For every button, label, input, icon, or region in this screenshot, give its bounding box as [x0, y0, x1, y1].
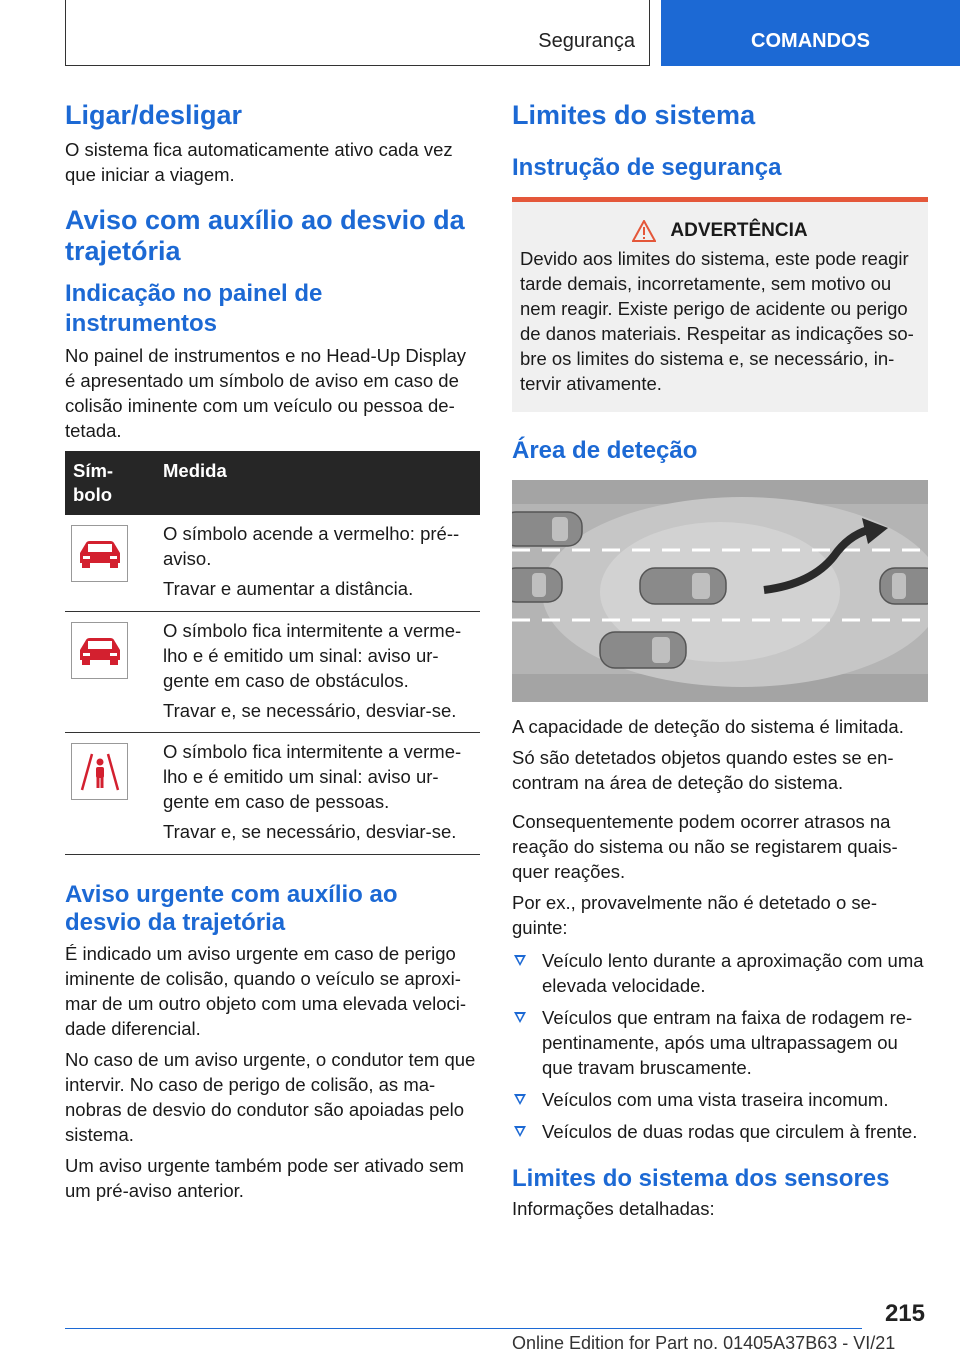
- pedestrian-warning-icon: [71, 743, 128, 800]
- heading-on-off: Ligar/desligar: [65, 100, 243, 130]
- detection-area-illustration: [512, 480, 928, 702]
- paragraph-area-1: A capacidade de deteção do sistema é limitada.: [512, 716, 904, 737]
- paragraph-area-2: Só são detetados objetos quando estes se en-contram na área de deteção do sistema.: [512, 747, 894, 793]
- paragraph-urgent-2: No caso de um aviso urgente, o condutor tem que intervir. No caso de perigo de colisão, as ma-nobras de desvio do condutor são apoiadas pelo sistema.: [65, 1049, 476, 1145]
- heading-evasion-warning: Aviso com auxílio ao desvio da trajetória: [65, 205, 465, 266]
- table-row: [65, 515, 480, 612]
- undetected-list: [512, 948, 928, 1144]
- header-section-title: Segurança: [538, 30, 635, 52]
- row-1-line-1: O símbolo acende a vermelho: pré--aviso.: [163, 523, 460, 569]
- bullet-triangle-icon: [514, 1012, 526, 1023]
- bullet-triangle-icon: [514, 955, 526, 966]
- row-1-line-2: Travar e aumentar a distância.: [163, 578, 414, 599]
- page-number: 215: [884, 1300, 925, 1327]
- paragraph-urgent-1: É indicado um aviso urgente em caso de perigo iminente de colisão, quando o veículo se aproxi-mar de um outro objeto com uma elevada veloci-dade diferencial.: [65, 943, 467, 1039]
- footer-divider: [65, 1328, 862, 1329]
- left-column: [65, 100, 480, 1209]
- right-column: [512, 100, 928, 1227]
- table-row: [65, 612, 480, 733]
- heading-system-limits: Limites do sistema: [512, 100, 756, 130]
- footer-edition: Online Edition for Part no. 01405A37B63 - VI/21: [512, 1333, 896, 1353]
- heading-safety-instruction: Instrução de segurança: [512, 154, 782, 181]
- paragraph-on-off: O sistema fica automaticamente ativo cada vez que iniciar a viagem.: [65, 139, 453, 185]
- bullet-triangle-icon: [514, 1094, 526, 1105]
- car-warning-icon: [71, 622, 128, 679]
- heading-sensor-limits: Limites do sistema dos sensores: [512, 1165, 890, 1192]
- paragraph-sensors: Informações detalhadas:: [512, 1198, 715, 1219]
- warning-box: [512, 197, 928, 412]
- list-item: Veículos que entram na faixa de rodagem re-pentinamente, após uma ultrapassagem ou que travam bruscamente.: [512, 1005, 928, 1080]
- header-tab-label: COMANDOS: [751, 30, 870, 52]
- row-2-line-1: O símbolo fica intermitente a verme-lho e é emitido um sinal: aviso ur-gente em caso de obstáculos.: [163, 620, 462, 691]
- paragraph-indication: No painel de instrumentos e no Head-Up Display é apresentado um símbolo de aviso em caso de colisão iminente com um veículo ou pessoa de-tetada.: [65, 345, 467, 441]
- paragraph-area-3: Consequentemente podem ocorrer atrasos na reação do sistema ou não se registarem quais-quer reações.: [512, 811, 898, 882]
- heading-urgent-warning: Aviso urgente com auxílio ao desvio da trajetória: [65, 881, 398, 936]
- table-row: [65, 733, 480, 855]
- header-section-box: [65, 0, 650, 66]
- warning-text: Devido aos limites do sistema, este pode reagir tarde demais, incorretamente, sem motivo ou nem reagir. Existe perigo de acidente ou perigo de danos materiais. Respeitar as indicações so-bre os limites do sistema e, se necessário, in-tervir ativamente.: [520, 248, 914, 394]
- table-header-measure: Medida: [163, 460, 227, 481]
- paragraph-urgent-3: Um aviso urgente também pode ser ativado sem um pré-aviso anterior.: [65, 1155, 464, 1201]
- paragraph-area-4: Por ex., provavelmente não é detetado o se-guinte:: [512, 892, 878, 938]
- row-3-line-2: Travar e, se necessário, desviar-se.: [163, 821, 457, 842]
- row-3-line-1: O símbolo fica intermitente a verme-lho e é emitido um sinal: aviso ur-gente em caso de pessoas.: [163, 741, 462, 812]
- list-item: Veículos de duas rodas que circulem à frente.: [512, 1119, 928, 1144]
- warning-triangle-icon: [632, 220, 656, 242]
- header-tab-comandos[interactable]: [661, 0, 960, 66]
- heading-instrument-indication: Indicação no painel de instrumentos: [65, 280, 323, 337]
- heading-detection-area: Área de deteção: [512, 437, 698, 464]
- car-warning-icon: [71, 525, 128, 582]
- list-item: Veículo lento durante a aproximação com uma elevada velocidade.: [512, 948, 928, 998]
- list-item: Veículos com uma vista traseira incomum.: [512, 1087, 928, 1112]
- table-header: [65, 451, 480, 515]
- warning-title: ADVERTÊNCIA: [670, 220, 808, 241]
- bullet-triangle-icon: [514, 1126, 526, 1137]
- table-header-symbol: Sím-bolo: [73, 460, 114, 505]
- row-2-line-2: Travar e, se necessário, desviar-se.: [163, 700, 457, 721]
- symbol-table: [65, 451, 480, 855]
